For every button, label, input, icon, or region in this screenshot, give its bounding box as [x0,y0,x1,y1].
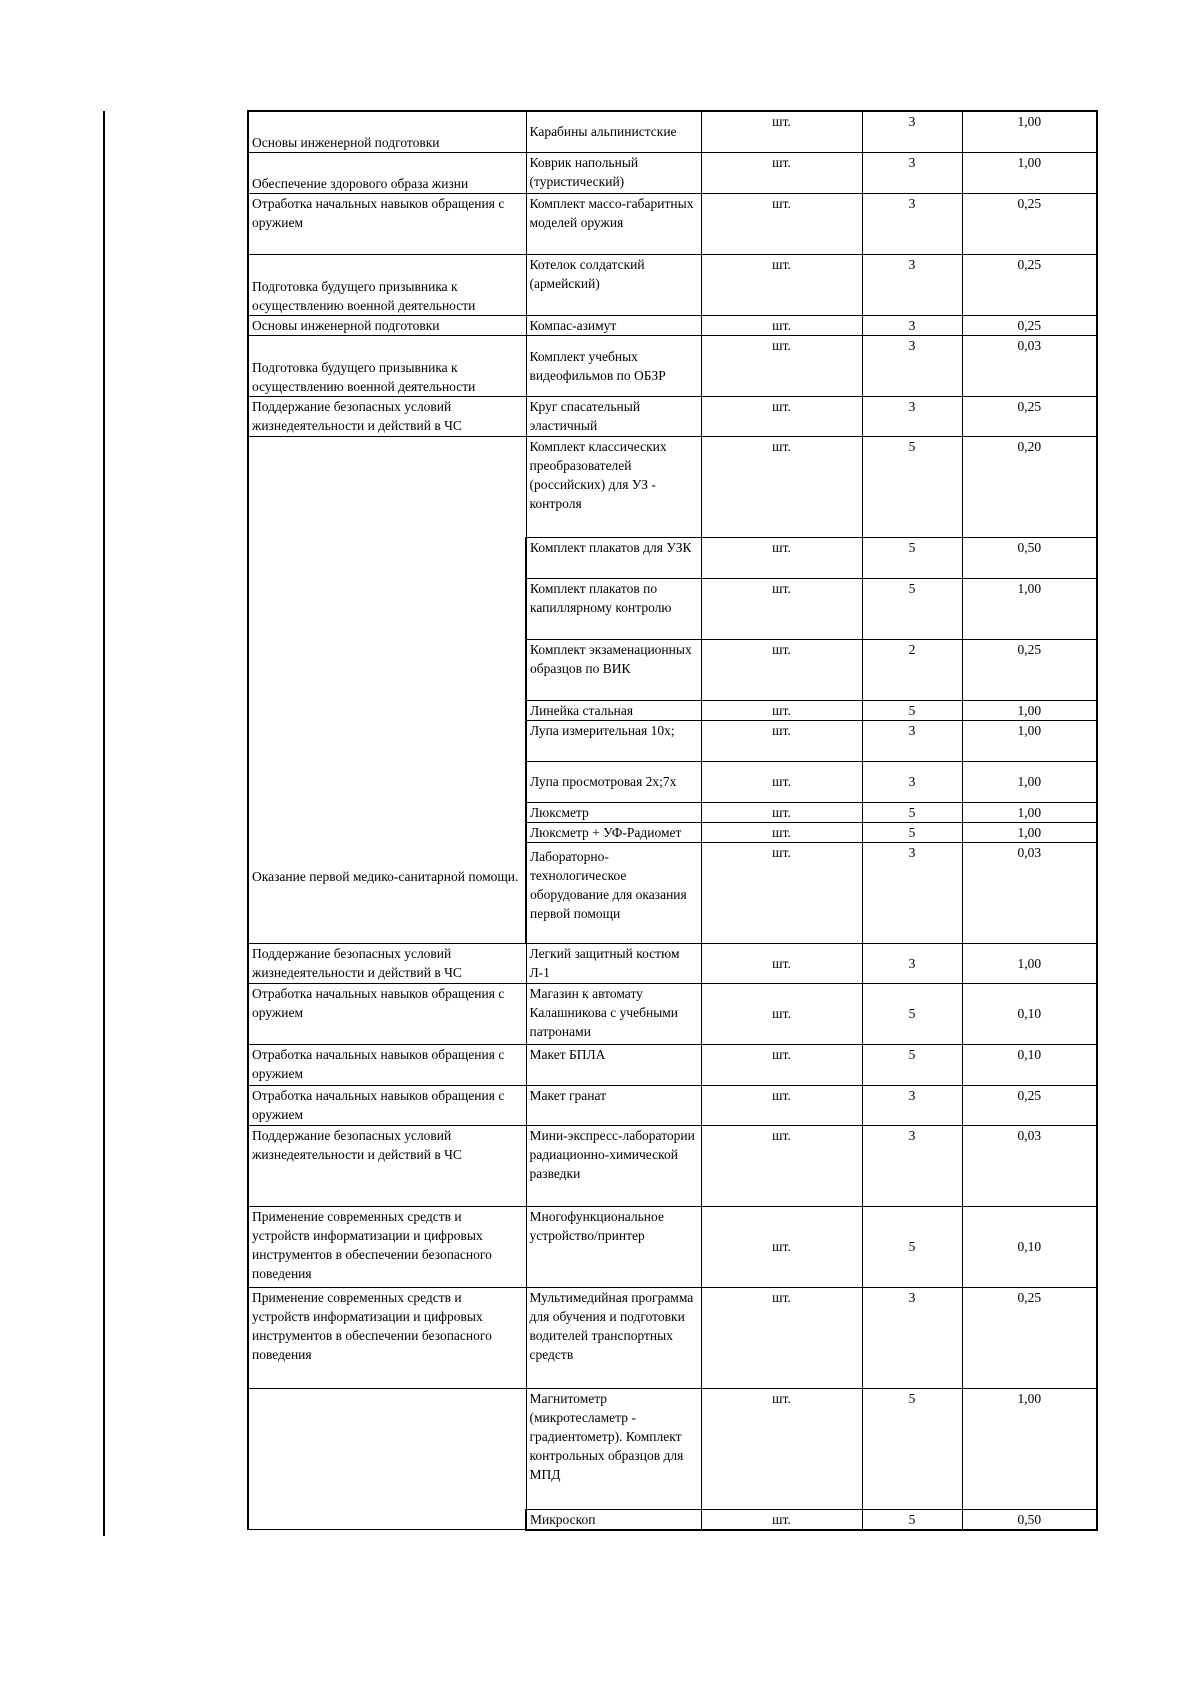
unit-cell: шт. [701,822,862,842]
area-cell [248,1388,526,1530]
unit-cell: шт. [701,315,862,335]
quantity-cell: 3 [862,193,962,254]
item-cell: Комплект экзаменационных образцов по ВИК [526,639,701,700]
coefficient-cell: 0,25 [962,639,1097,700]
quantity-cell: 3 [862,720,962,761]
coefficient-cell: 0,25 [962,396,1097,436]
coefficient-cell: 1,00 [962,802,1097,822]
quantity-cell: 3 [862,761,962,802]
table-row [248,193,1097,254]
table-row [248,943,1097,983]
item-cell: Лупа просмотровая 2х;7х [526,761,701,802]
quantity-cell: 5 [862,983,962,1044]
unit-cell: шт. [701,1388,862,1509]
quantity-cell: 3 [862,315,962,335]
item-cell: Магнитометр (микротесламетр - градиентометр). Комплект контрольных образцов для МПД [526,1388,701,1509]
table-row [248,1206,1097,1287]
item-cell: Люксметр + УФ-Радиомет [526,822,701,842]
area-cell: Основы инженерной подготовки [248,111,526,152]
left-margin-rule [103,111,105,1536]
coefficient-cell: 0,25 [962,1085,1097,1125]
area-cell: Применение современных средств и устройств информатизации и цифровых инструментов в обеспечении безопасного поведения [248,1287,526,1388]
unit-cell: шт. [701,152,862,193]
item-cell: Компас-азимут [526,315,701,335]
item-cell: Карабины альпинистские [526,111,701,152]
table-row [248,396,1097,436]
quantity-cell: 5 [862,1509,962,1530]
quantity-cell: 5 [862,1206,962,1287]
unit-cell: шт. [701,254,862,315]
unit-cell: шт. [701,1287,862,1388]
quantity-cell: 2 [862,639,962,700]
table-row [248,152,1097,193]
unit-cell: шт. [701,802,862,822]
item-cell: Макет гранат [526,1085,701,1125]
table-row [248,335,1097,396]
quantity-cell: 3 [862,396,962,436]
quantity-cell: 5 [862,537,962,578]
coefficient-cell: 0,10 [962,1206,1097,1287]
area-cell: Отработка начальных навыков обращения с оружием [248,1085,526,1125]
unit-cell: шт. [701,193,862,254]
coefficient-cell: 1,00 [962,111,1097,152]
area-cell: Отработка начальных навыков обращения с оружием [248,1044,526,1085]
coefficient-cell: 1,00 [962,822,1097,842]
quantity-cell: 3 [862,943,962,983]
item-cell: Легкий защитный костюм Л-1 [526,943,701,983]
table-row [248,983,1097,1044]
area-cell: Подготовка будущего призывника к осуществлению военной деятельности [248,335,526,396]
coefficient-cell: 0,50 [962,1509,1097,1530]
quantity-cell: 3 [862,1085,962,1125]
unit-cell: шт. [701,335,862,396]
item-cell: Лупа измерительная 10х; [526,720,701,761]
unit-cell: шт. [701,842,862,943]
unit-cell: шт. [701,761,862,802]
table-row [248,1287,1097,1388]
item-cell: Комплект плакатов для УЗК [526,537,701,578]
quantity-cell: 3 [862,335,962,396]
item-cell: Лабораторно-технологическое оборудование для оказания первой помощи [526,842,701,943]
quantity-cell: 5 [862,1044,962,1085]
unit-cell: шт. [701,537,862,578]
quantity-cell: 3 [862,152,962,193]
area-cell: Подготовка будущего призывника к осуществлению военной деятельности [248,254,526,315]
quantity-cell: 3 [862,111,962,152]
coefficient-cell: 1,00 [962,761,1097,802]
item-cell: Мини-экспресс-лаборатории радиационно-химической разведки [526,1125,701,1206]
coefficient-cell: 0,20 [962,436,1097,537]
area-cell: Отработка начальных навыков обращения с оружием [248,193,526,254]
unit-cell: шт. [701,720,862,761]
table-row [248,436,1097,537]
unit-cell: шт. [701,1509,862,1530]
coefficient-cell: 1,00 [962,152,1097,193]
coefficient-cell: 0,25 [962,1287,1097,1388]
unit-cell: шт. [701,1085,862,1125]
item-cell: Комплект массо-габаритных моделей оружия [526,193,701,254]
unit-cell: шт. [701,1206,862,1287]
unit-cell: шт. [701,1044,862,1085]
coefficient-cell: 1,00 [962,700,1097,720]
quantity-cell: 3 [862,254,962,315]
unit-cell: шт. [701,639,862,700]
item-cell: Коврик напольный (туристический) [526,152,701,193]
table-row [248,254,1097,315]
item-cell: Круг спасательный эластичный [526,396,701,436]
area-cell: Отработка начальных навыков обращения с оружием [248,983,526,1044]
quantity-cell: 3 [862,842,962,943]
item-cell: Комплект классических преобразователей (российских) для УЗ - контроля [526,436,701,537]
area-cell: Применение современных средств и устройств информатизации и цифровых инструментов в обеспечении безопасного поведения [248,1206,526,1287]
quantity-cell: 5 [862,436,962,537]
unit-cell: шт. [701,436,862,537]
coefficient-cell: 1,00 [962,720,1097,761]
table-row [248,1388,1097,1509]
unit-cell: шт. [701,111,862,152]
item-cell: Магазин к автомату Калашникова с учебными патронами [526,983,701,1044]
coefficient-cell: 1,00 [962,943,1097,983]
item-cell: Комплект плакатов по капиллярному контролю [526,578,701,639]
item-cell: Многофункциональное устройство/принтер [526,1206,701,1287]
quantity-cell: 3 [862,1125,962,1206]
quantity-cell: 5 [862,822,962,842]
unit-cell: шт. [701,578,862,639]
coefficient-cell: 1,00 [962,578,1097,639]
coefficient-cell: 0,03 [962,335,1097,396]
area-cell: Основы инженерной подготовки [248,315,526,335]
coefficient-cell: 0,25 [962,254,1097,315]
coefficient-cell: 0,25 [962,193,1097,254]
item-cell: Макет БПЛА [526,1044,701,1085]
equipment-table [247,110,1098,1531]
area-cell: Обеспечение здорового образа жизни [248,152,526,193]
area-cell: Поддержание безопасных условий жизнедеятельности и действий в ЧС [248,396,526,436]
item-cell: Микроскоп [526,1509,701,1530]
table-row [248,111,1097,152]
unit-cell: шт. [701,700,862,720]
item-cell: Комплект учебных видеофильмов по ОБЗР [526,335,701,396]
table-row [248,1085,1097,1125]
table-row [248,1044,1097,1085]
coefficient-cell: 0,10 [962,983,1097,1044]
item-cell: Люксметр [526,802,701,822]
quantity-cell: 5 [862,578,962,639]
area-cell: Оказание первой медико-санитарной помощи. [248,436,526,943]
quantity-cell: 5 [862,1388,962,1509]
table-row [248,315,1097,335]
unit-cell: шт. [701,983,862,1044]
coefficient-cell: 0,25 [962,315,1097,335]
item-cell: Линейка стальная [526,700,701,720]
unit-cell: шт. [701,396,862,436]
coefficient-cell: 0,10 [962,1044,1097,1085]
item-cell: Котелок солдатский (армейский) [526,254,701,315]
coefficient-cell: 0,03 [962,842,1097,943]
quantity-cell: 5 [862,700,962,720]
coefficient-cell: 1,00 [962,1388,1097,1509]
coefficient-cell: 0,03 [962,1125,1097,1206]
quantity-cell: 3 [862,1287,962,1388]
area-cell: Поддержание безопасных условий жизнедеятельности и действий в ЧС [248,943,526,983]
table-row [248,1125,1097,1206]
quantity-cell: 5 [862,802,962,822]
unit-cell: шт. [701,943,862,983]
item-cell: Мультимедийная программа для обучения и подготовки водителей транспортных средств [526,1287,701,1388]
area-cell: Поддержание безопасных условий жизнедеятельности и действий в ЧС [248,1125,526,1206]
coefficient-cell: 0,50 [962,537,1097,578]
unit-cell: шт. [701,1125,862,1206]
